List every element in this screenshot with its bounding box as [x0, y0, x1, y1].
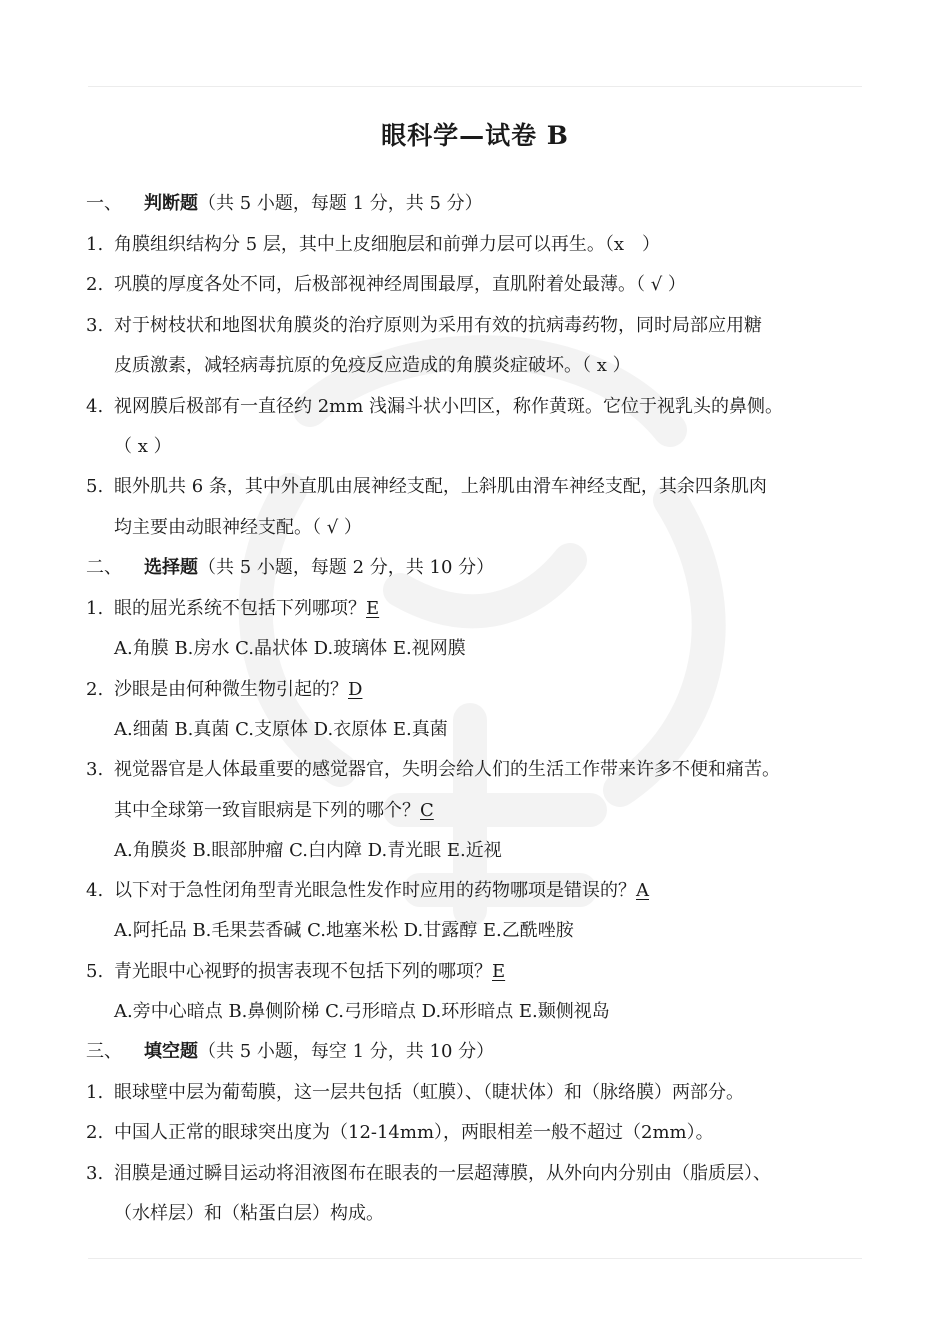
question-text: 对于树枝状和地图状角膜炎的治疗原则为采用有效的抗病毒药物，同时局部应用糖: [114, 315, 762, 336]
question-options: A.角膜 B.房水 C.晶状体 D.玻璃体 E.视网膜: [114, 638, 466, 659]
answer-key: A: [636, 880, 649, 901]
question-options: A.细菌 B.真菌 C.支原体 D.衣原体 E.真菌: [114, 719, 448, 740]
question-options: A.角膜炎 B.眼部肿瘤 C.白内障 D.青光眼 E.近视: [114, 840, 502, 861]
question-text-continued: 均主要由动眼神经支配。（ √ ）: [114, 517, 362, 538]
question-number: 1.: [86, 1082, 104, 1103]
question-options: A.阿托品 B.毛果芸香碱 C.地塞米松 D.甘露醇 E.乙酰唑胺: [114, 920, 574, 941]
question-number: 3.: [86, 1163, 104, 1184]
question-number: 4.: [86, 880, 104, 901]
section-number: 二、: [86, 557, 122, 578]
question-text-continued: （水样层）和（粘蛋白层）构成。: [114, 1203, 384, 1224]
question-stem: 视觉器官是人体最重要的感觉器官，失明会给人们的生活工作带来许多不便和痛苦。: [114, 759, 780, 780]
section-description: （共 5 小题，每空 1 分，共 10 分）: [198, 1041, 495, 1062]
question-item: [86, 1161, 771, 1187]
footer-rule: [88, 1258, 862, 1259]
section-number: 三、: [86, 1041, 122, 1062]
answer-key: C: [420, 800, 434, 821]
question-number: 1.: [86, 234, 104, 255]
question-text: 巩膜的厚度各处不同，后极部视神经周围最厚，直肌附着处最薄。（ √ ）: [114, 274, 686, 295]
answer-key: E: [492, 961, 506, 982]
page-title: 眼科学—试卷 B: [381, 121, 569, 150]
question-text-continued: 皮质激素，减轻病毒抗原的免疫反应造成的角膜炎症破坏。（ x ）: [114, 355, 631, 376]
question-text-continued: （ x ）: [114, 436, 172, 457]
header-rule: [88, 86, 862, 87]
section-heading-fill-blank: [86, 1039, 494, 1065]
question-text: 视网膜后极部有一直径约 2mm 浅漏斗状小凹区，称作黄斑。它位于视乳头的鼻侧。: [114, 396, 784, 417]
section-description: （共 5 小题，每题 1 分，共 5 分）: [198, 193, 483, 214]
question-item: [86, 313, 762, 339]
question-text: 中国人正常的眼球突出度为（12-14mm），两眼相差一般不超过（2mm）。: [114, 1122, 714, 1143]
question-item: [86, 232, 660, 258]
question-stem: 其中全球第一致盲眼病是下列的哪个？: [114, 800, 420, 821]
section-heading-judgement: [86, 191, 483, 217]
question-number: 1.: [86, 598, 104, 619]
question-item: [86, 878, 649, 904]
question-text: 泪膜是通过瞬目运动将泪液图布在眼表的一层超薄膜，从外向内分别由（脂质层）、: [114, 1163, 771, 1184]
question-number: 3.: [86, 315, 104, 336]
question-stem: 青光眼中心视野的损害表现不包括下列的哪项？: [114, 961, 492, 982]
question-item: [86, 757, 780, 783]
question-item: [86, 677, 362, 703]
question-options: A.旁中心暗点 B.鼻侧阶梯 C.弓形暗点 D.环形暗点 E.颞侧视岛: [114, 1001, 610, 1022]
answer-key: E: [366, 598, 380, 619]
question-item: [86, 1080, 744, 1106]
question-item: [86, 1120, 714, 1146]
section-name: 填空题: [144, 1041, 198, 1062]
question-number: 4.: [86, 396, 104, 417]
question-number: 2.: [86, 274, 104, 295]
question-text: 角膜组织结构分 5 层，其中上皮细胞层和前弹力层可以再生。（x ）: [114, 234, 661, 255]
question-number: 5.: [86, 961, 104, 982]
question-item: [86, 474, 767, 500]
question-item: [86, 272, 686, 298]
question-text: 眼球壁中层为葡萄膜，这一层共包括（虹膜）、（睫状体）和（脉络膜）两部分。: [114, 1082, 744, 1103]
section-number: 一、: [86, 193, 122, 214]
question-number: 2.: [86, 1122, 104, 1143]
question-number: 5.: [86, 476, 104, 497]
question-number: 2.: [86, 679, 104, 700]
section-heading-choice: [86, 555, 494, 581]
question-stem: 眼的屈光系统不包括下列哪项？: [114, 598, 366, 619]
section-name: 判断题: [144, 193, 198, 214]
question-stem: 沙眼是由何种微生物引起的？: [114, 679, 348, 700]
question-stem-continued: [114, 798, 434, 824]
section-description: （共 5 小题，每题 2 分，共 10 分）: [198, 557, 495, 578]
question-item: [86, 596, 379, 622]
section-name: 选择题: [144, 557, 198, 578]
question-item: [86, 394, 783, 420]
question-stem: 以下对于急性闭角型青光眼急性发作时应用的药物哪项是错误的？: [114, 880, 636, 901]
question-item: [86, 959, 505, 985]
answer-key: D: [348, 679, 363, 700]
question-text: 眼外肌共 6 条，其中外直肌由展神经支配，上斜肌由滑车神经支配，其余四条肌肉: [114, 476, 767, 497]
question-number: 3.: [86, 759, 104, 780]
